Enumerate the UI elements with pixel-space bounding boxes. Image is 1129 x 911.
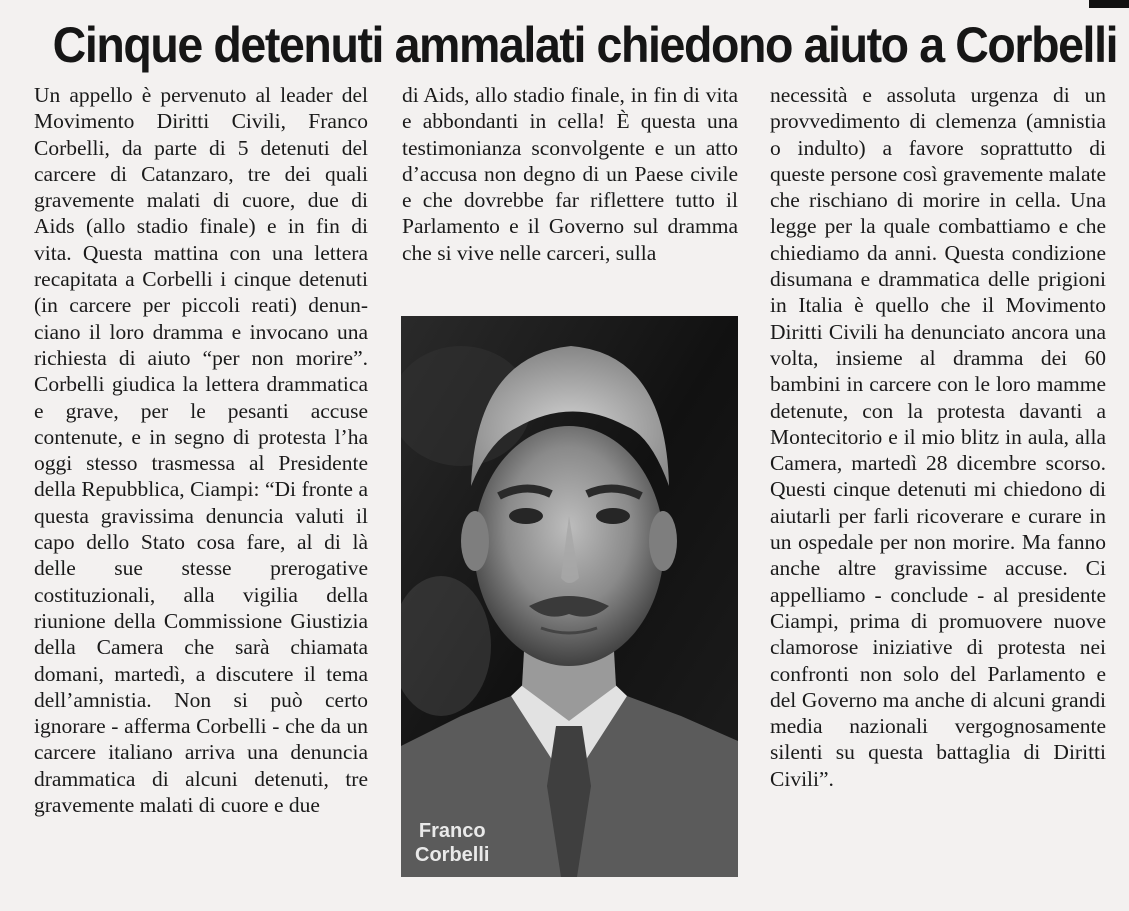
article-column-2 (402, 82, 738, 302)
article-column-1 (34, 82, 368, 882)
caption-last-name: Corbelli (415, 844, 490, 866)
top-rule (0, 0, 1129, 10)
photo-caption (415, 819, 489, 867)
headline: Cinque detenuti ammalati chiedono aiuto a Corbelli (52, 17, 1118, 73)
column-2-text: di Aids, allo stadio finale, in fin di vita e abbondanti in cella! È questa una testimonianza sconvolgente e un atto d’accusa non degno di un Paese civile e che dovrebbe far riflettere tutto il Parlamento e il Governo sul dramma che si vive nelle carceri, sulla (402, 83, 738, 265)
column-3-text: necessità e assoluta urgenza di un provvedimento di clemenza (amnistia o indulto) a favore soprattutto di queste persone così gravemente malate che rischiano di morire in cella. Una legge per la quale combattiamo e che chiediamo da anni. Questa condizione disumana e drammatica delle prigioni in Italia è quello che il Movimento Diritti Civili ha denunciato ancora una volta, insieme al dramma dei 60 bambini in carcere con le loro mamme detenute, con la protesta davanti a Montecitorio e il mio blitz in aula, alla Camera, martedì 28 dicembre scorso. Questi cinque detenuti mi chiedono di aiutarli per farli ricoverare e curare in un ospedale per non morire. Ma fanno anche altre gravissime accuse. Ci appelliamo - conclude - al presidente Ciampi, prima di promuovere nuove clamorose iniziative di protesta nei confronti non solo del Parlamento e del Governo ma anche di alcuni grandi media nazionali vergognosamente silenti su questa battaglia di Diritti Civili”. (770, 83, 1106, 791)
portrait-photo (401, 316, 738, 877)
article-column-3 (770, 82, 1106, 882)
corner-bar (1089, 0, 1129, 8)
portrait-image (401, 316, 738, 877)
caption-first-name: Franco (418, 820, 486, 842)
column-1-text: Un appello è pervenuto al leader del Movimento Diritti Civili, Franco Corbelli, da parte di 5 detenuti del carcere di Catanzaro, tre dei quali gravemente malati di cuore, due di Aids (allo stadio finale) e in fin di vita. Questa mattina con una lettera recapitata a Corbelli i cinque detenuti (in carcere per piccoli reati) denunciano il loro dramma e invocano una richiesta di aiuto “per non morire”. Corbelli giudica la lettera drammatica e grave, per le pesanti accuse contenute, e in segno di protesta l’ha oggi stesso trasmessa al Presidente della Repubblica, Ciampi: “Di fronte a questa gravissima denuncia valuti il capo dello Stato cosa fare, al di là delle sue stesse prerogative costituzionali, alla vigilia della riunione della Commissione Giustizia della Camera che sarà chiamata domani, martedì, a discutere il tema dell’amnistia. Non si può certo ignorare - afferma Corbelli - che da un carcere italiano arriva una denuncia drammatica di alcuni detenuti, tre gravemente malati di cuore e due (34, 83, 368, 818)
